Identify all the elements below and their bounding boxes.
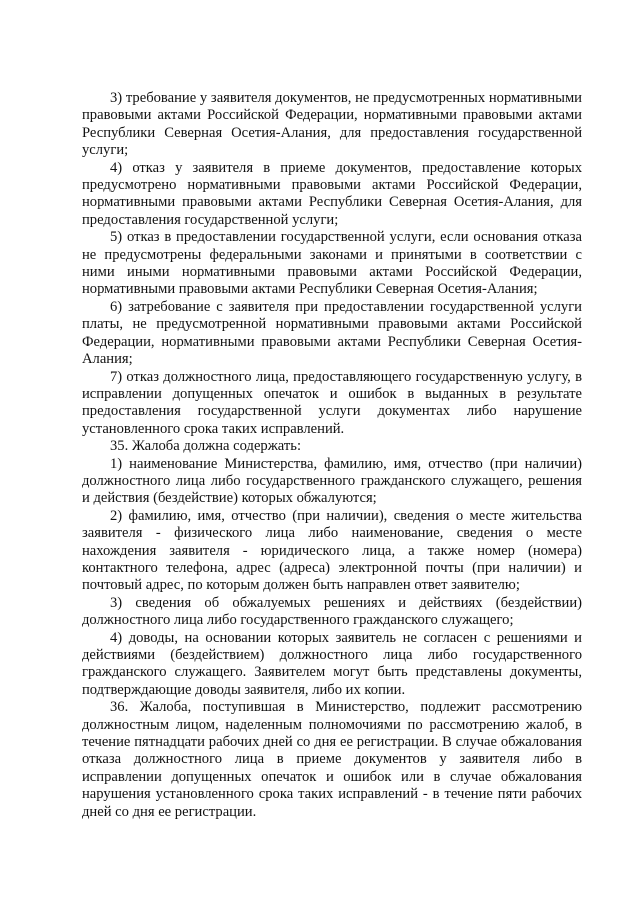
paragraph-36: 36. Жалоба, поступившая в Министерство, подлежит рассмотрению должностным лицом, наделенным полномочиями по рассмотрению жалоб, в течение пятнадцати рабочих дней со дня ее регистрации. В случае обжалования отказа должностного лица в приеме документов у заявителя либо в исправлении допущенных опечаток и ошибок или в случае обжалования нарушения установленного срока таких исправлений - в течение пяти рабочих дней со дня ее регистрации. [82,699,582,820]
paragraph-35-item-1: 1) наименование Министерства, фамилию, имя, отчество (при наличии) должностного лица либо государственного гражданского служащего, решения и действия (бездействие) которых обжалуются; [82,455,582,507]
paragraph-item-3-requirement: 3) требование у заявителя документов, не предусмотренных нормативными правовыми актами Российской Федерации, нормативными правовыми актами Республики Северная Осетия-Алания, для предоставления государственной услуги; [82,90,582,159]
paragraph-35-heading: 35. Жалоба должна содержать: [110,438,301,455]
paragraph-item-4-refusal-acceptance: 4) отказ у заявителя в приеме документов, предоставление которых предусмотрено нормативными правовыми актами Российской Федерации, нормативными правовыми актами Республики Северная Осетия-Алания, для предоставления государственной услуги; [82,159,582,228]
paragraph-35-item-2: 2) фамилию, имя, отчество (при наличии), сведения о месте жительства заявителя - физического лица либо наименование, сведения о месте нахождения заявителя - юридического лица, а также номер (номера) контактного телефона, адрес (адреса) электронной почты (при наличии) и почтовый адрес, по которым должен быть направлен ответ заявителю; [82,507,582,594]
paragraph-item-6-fee: 6) затребование с заявителя при предоставлении государственной услуги платы, не предусмотренной нормативными правовыми актами Российской Федерации, нормативными правовыми актами Республики Северная Осетия-Алания; [82,298,582,368]
paragraph-35-item-4: 4) доводы, на основании которых заявитель не согласен с решениями и действиями (бездействием) должностного лица либо государственного гражданского служащего. Заявителем могут быть представлены документы, подтверждающие доводы заявителя, либо их копии. [82,629,582,698]
paragraph-item-5-refusal-service: 5) отказ в предоставлении государственной услуги, если основания отказа не предусмотрены федеральными законами и принятыми в соответствии с ними иными нормативными правовыми актами Российской Федерации, нормативными правовыми актами Республики Северная Осетия-Алания; [82,229,582,298]
paragraph-item-7-corrections: 7) отказ должностного лица, предоставляющего государственную услугу, в исправлении допущенных опечаток и ошибок в выданных в результате предоставления государственной услуги документах либо нарушение установленного срока таких исправлений. [82,368,582,437]
paragraph-35-item-3: 3) сведения об обжалуемых решениях и действиях (бездействии) должностного лица либо государственного гражданского служащего; [82,594,582,629]
document-page [82,90,582,821]
